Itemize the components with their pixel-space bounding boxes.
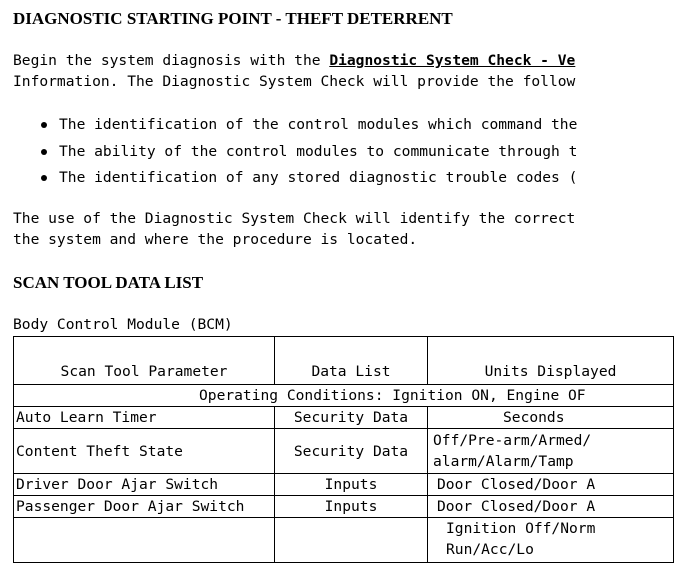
data-list-cell [275,518,428,563]
usage-text-line1: The use of the Diagnostic System Check will identify the correct [13,210,576,227]
module-label: Body Control Module (BCM) [13,316,233,333]
header-data-list: Data List [275,337,428,385]
list-item: The ability of the control modules to communicate through t [36,141,577,168]
table-row [14,407,674,429]
parameter-cell: Passenger Door Ajar Switch [14,496,275,518]
header-scan-tool-parameter: Scan Tool Parameter [14,337,275,385]
list-item: The identification of the control modules which command the [36,114,577,141]
usage-paragraph [13,208,633,250]
page-title: DIAGNOSTIC STARTING POINT - THEFT DETERRENT [13,9,453,28]
data-list-cell: Inputs [275,496,428,518]
intro-text-line2: Information. The Diagnostic System Check will provide the follow [13,73,576,90]
list-item: The identification of any stored diagnostic trouble codes ( [36,167,577,194]
units-cell: Ignition Off/Norm Run/Acc/Lo [428,518,674,563]
units-cell: Door Closed/Door A [428,474,674,496]
intro-paragraph [13,50,633,92]
table-condition-row [14,385,674,407]
check-list [36,114,577,194]
parameter-cell: Content Theft State [14,429,275,474]
units-cell: Door Closed/Door A [428,496,674,518]
table-row [14,518,674,563]
units-cell: Off/Pre-arm/Armed/ alarm/Alarm/Tamp [428,429,674,474]
data-list-cell: Security Data [275,429,428,474]
data-list-cell: Security Data [275,407,428,429]
parameter-cell: Auto Learn Timer [14,407,275,429]
parameter-cell [14,518,275,563]
intro-text: Begin the system diagnosis with the [13,52,330,69]
section-title: SCAN TOOL DATA LIST [13,273,204,292]
operating-conditions: Operating Conditions: Ignition ON, Engine OF [14,385,674,407]
diagnostic-system-check-link[interactable]: Diagnostic System Check - Ve [329,52,576,69]
scan-tool-data-table [13,336,674,563]
header-units-displayed: Units Displayed [428,337,674,385]
usage-text-line2: the system and where the procedure is located. [13,231,418,248]
table-row [14,429,674,474]
units-cell: Seconds [428,407,674,429]
parameter-cell: Driver Door Ajar Switch [14,474,275,496]
table-row [14,474,674,496]
data-list-cell: Inputs [275,474,428,496]
table-header-row [14,337,674,385]
table-row [14,496,674,518]
